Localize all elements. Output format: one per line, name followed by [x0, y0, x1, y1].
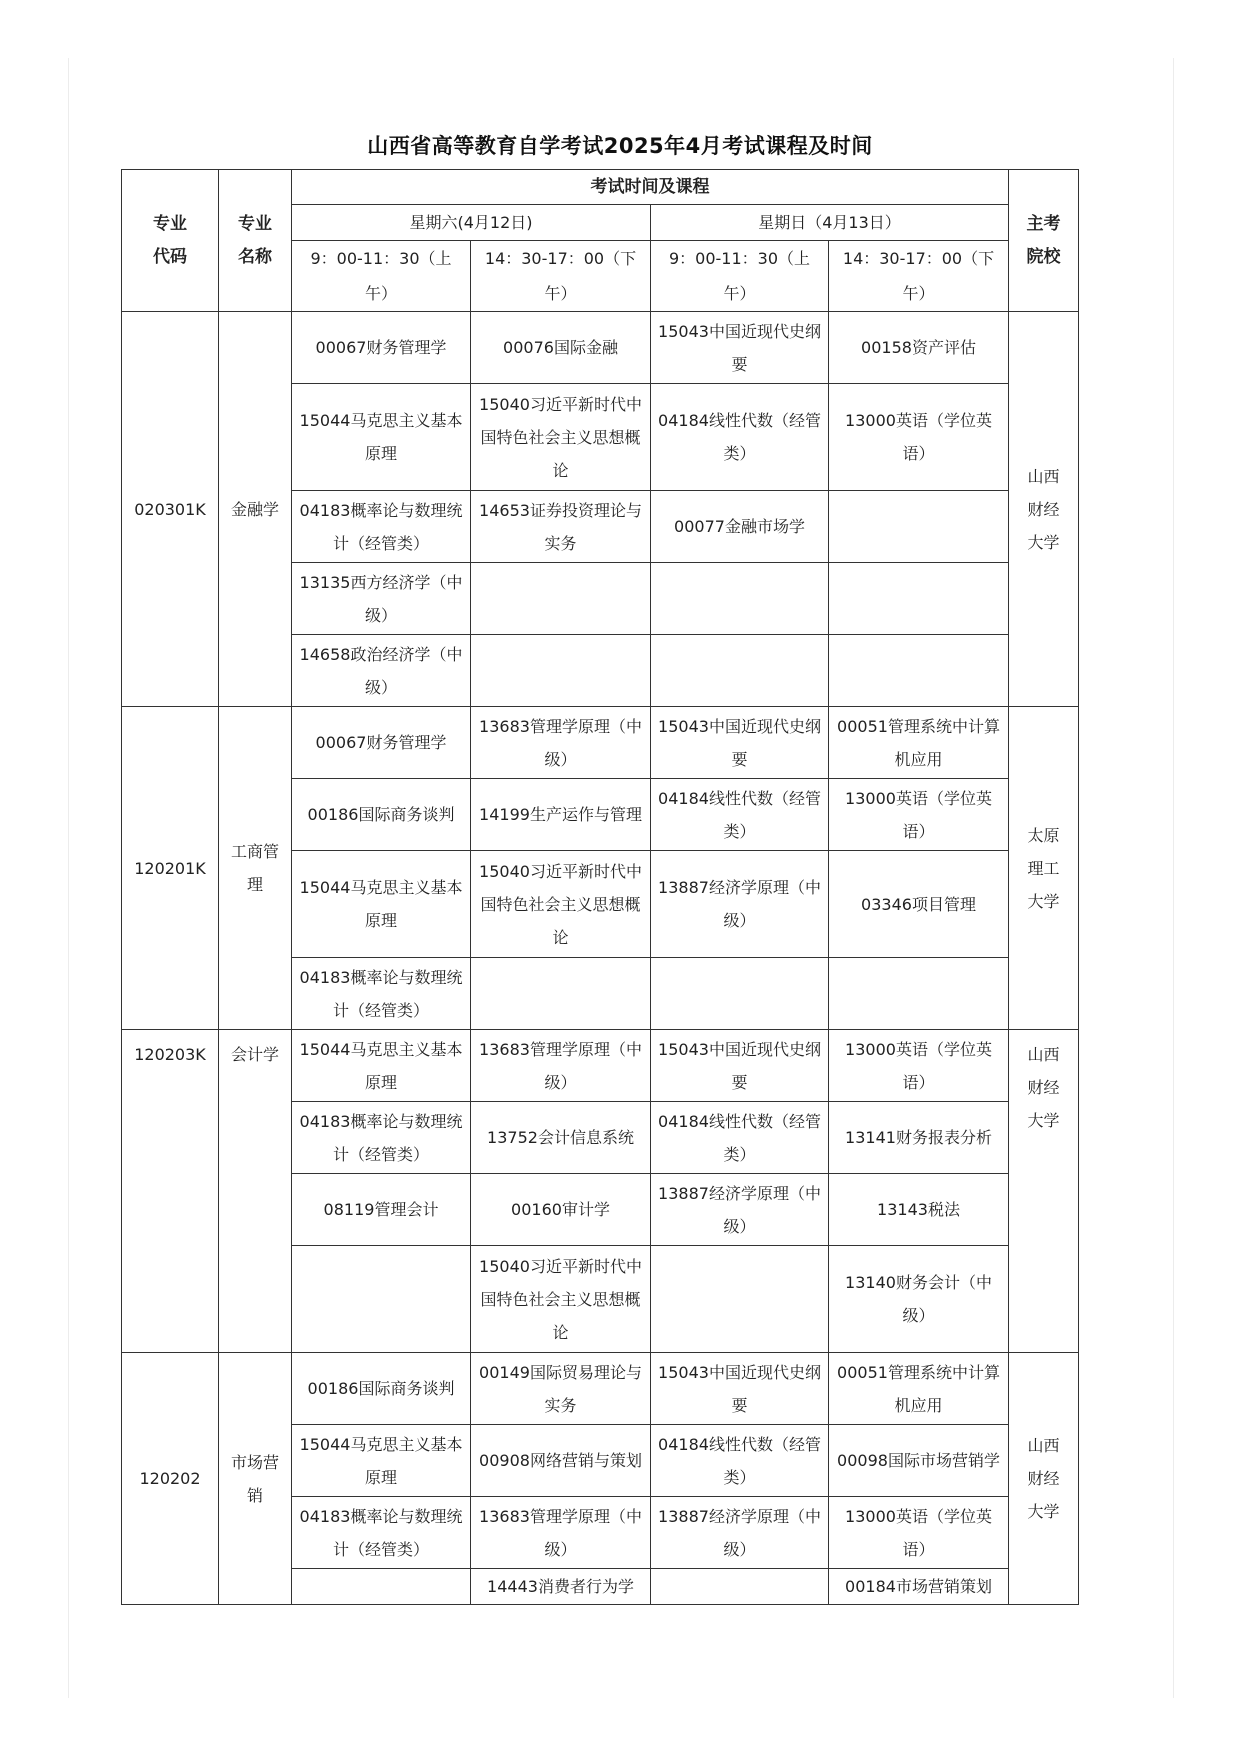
course-cell: 13135西方经济学（中级） — [292, 563, 471, 635]
course-cell — [651, 635, 829, 707]
course-cell: 00160审计学 — [471, 1174, 651, 1246]
course-cell — [829, 958, 1009, 1030]
course-cell: 14199生产运作与管理 — [471, 779, 651, 851]
course-cell: 00077金融市场学 — [651, 491, 829, 563]
major-name: 会计学 — [219, 1030, 292, 1353]
course-cell: 04183概率论与数理统计（经管类） — [292, 1497, 471, 1569]
major-code: 020301K — [122, 312, 219, 707]
header-sun-pm: 14：30-17：00（下 午） — [829, 241, 1009, 312]
course-cell: 13143税法 — [829, 1174, 1009, 1246]
course-cell: 14443消费者行为学 — [471, 1569, 651, 1605]
course-cell: 04184线性代数（经管类） — [651, 1425, 829, 1497]
course-cell: 15043中国近现代史纲要 — [651, 707, 829, 779]
course-cell — [829, 635, 1009, 707]
course-cell: 15040习近平新时代中国特色社会主义思想概论 — [471, 851, 651, 958]
course-cell — [651, 563, 829, 635]
course-cell: 00098国际市场营销学 — [829, 1425, 1009, 1497]
course-cell: 15043中国近现代史纲要 — [651, 312, 829, 384]
course-cell: 08119管理会计 — [292, 1174, 471, 1246]
course-cell: 04183概率论与数理统计（经管类） — [292, 1102, 471, 1174]
major-code: 120203K — [122, 1030, 219, 1353]
exam-schedule-table — [121, 169, 1079, 1605]
course-cell — [471, 563, 651, 635]
header-major-code: 专业 代码 — [122, 170, 219, 312]
course-cell: 13683管理学原理（中级） — [471, 707, 651, 779]
course-cell — [471, 635, 651, 707]
course-cell: 13141财务报表分析 — [829, 1102, 1009, 1174]
course-cell: 15040习近平新时代中国特色社会主义思想概论 — [471, 1246, 651, 1353]
header-school: 主考 院校 — [1009, 170, 1079, 312]
course-cell: 13752会计信息系统 — [471, 1102, 651, 1174]
header-sun-am: 9：00-11：30（上 午） — [651, 241, 829, 312]
course-cell: 04183概率论与数理统计（经管类） — [292, 958, 471, 1030]
course-cell: 00186国际商务谈判 — [292, 779, 471, 851]
course-cell: 04183概率论与数理统计（经管类） — [292, 491, 471, 563]
course-cell: 04184线性代数（经管类） — [651, 1102, 829, 1174]
course-cell: 04184线性代数（经管类） — [651, 384, 829, 491]
course-cell: 15044马克思主义基本原理 — [292, 1030, 471, 1102]
course-cell: 13887经济学原理（中级） — [651, 1174, 829, 1246]
header-sat-am: 9：00-11：30（上 午） — [292, 241, 471, 312]
table-row — [122, 1353, 1079, 1425]
course-cell — [651, 1569, 829, 1605]
major-code: 120201K — [122, 707, 219, 1030]
course-cell — [292, 1246, 471, 1353]
header-day-saturday: 星期六(4月12日) — [292, 205, 651, 241]
course-cell — [471, 958, 651, 1030]
course-cell: 15044马克思主义基本原理 — [292, 851, 471, 958]
major-name: 金融学 — [219, 312, 292, 707]
course-cell: 13887经济学原理（中级） — [651, 1497, 829, 1569]
table-row — [122, 312, 1079, 384]
course-cell: 00149国际贸易理论与实务 — [471, 1353, 651, 1425]
course-cell: 00186国际商务谈判 — [292, 1353, 471, 1425]
major-code: 120202 — [122, 1353, 219, 1605]
course-cell: 00051管理系统中计算机应用 — [829, 707, 1009, 779]
course-cell — [292, 1569, 471, 1605]
course-cell: 13887经济学原理（中级） — [651, 851, 829, 958]
course-cell: 00051管理系统中计算机应用 — [829, 1353, 1009, 1425]
header-exam-time: 考试时间及课程 — [292, 170, 1009, 205]
course-cell: 13000英语（学位英语） — [829, 1030, 1009, 1102]
course-cell: 15044马克思主义基本原理 — [292, 384, 471, 491]
course-cell: 15044马克思主义基本原理 — [292, 1425, 471, 1497]
course-cell: 13683管理学原理（中级） — [471, 1030, 651, 1102]
course-cell: 03346项目管理 — [829, 851, 1009, 958]
course-cell — [829, 491, 1009, 563]
course-cell: 15043中国近现代史纲要 — [651, 1353, 829, 1425]
header-major-name: 专业 名称 — [219, 170, 292, 312]
course-cell: 15043中国近现代史纲要 — [651, 1030, 829, 1102]
course-cell: 13000英语（学位英语） — [829, 779, 1009, 851]
course-cell: 00158资产评估 — [829, 312, 1009, 384]
course-cell: 00908网络营销与策划 — [471, 1425, 651, 1497]
course-cell: 00067财务管理学 — [292, 707, 471, 779]
major-name: 市场营销 — [219, 1353, 292, 1605]
course-cell: 13140财务会计（中级） — [829, 1246, 1009, 1353]
header-day-sunday: 星期日（4月13日） — [651, 205, 1009, 241]
course-cell: 14653证券投资理论与实务 — [471, 491, 651, 563]
host-school: 山西 财经 大学 — [1009, 1353, 1079, 1605]
course-cell — [651, 958, 829, 1030]
table-row — [122, 707, 1079, 779]
course-cell — [651, 1246, 829, 1353]
course-cell: 00076国际金融 — [471, 312, 651, 384]
document-title: 山西省高等教育自学考试2025年4月考试课程及时间 — [367, 134, 873, 158]
course-cell — [829, 563, 1009, 635]
course-cell: 13000英语（学位英语） — [829, 384, 1009, 491]
host-school: 山西 财经 大学 — [1009, 312, 1079, 707]
host-school: 太原 理工 大学 — [1009, 707, 1079, 1030]
table-row — [122, 1030, 1079, 1102]
course-cell: 00184市场营销策划 — [829, 1569, 1009, 1605]
course-cell: 04184线性代数（经管类） — [651, 779, 829, 851]
course-cell: 13000英语（学位英语） — [829, 1497, 1009, 1569]
course-cell: 15040习近平新时代中国特色社会主义思想概论 — [471, 384, 651, 491]
course-cell: 14658政治经济学（中级） — [292, 635, 471, 707]
major-name: 工商管理 — [219, 707, 292, 1030]
course-cell: 13683管理学原理（中级） — [471, 1497, 651, 1569]
header-sat-pm: 14：30-17：00（下 午） — [471, 241, 651, 312]
host-school: 山西 财经 大学 — [1009, 1030, 1079, 1353]
course-cell: 00067财务管理学 — [292, 312, 471, 384]
